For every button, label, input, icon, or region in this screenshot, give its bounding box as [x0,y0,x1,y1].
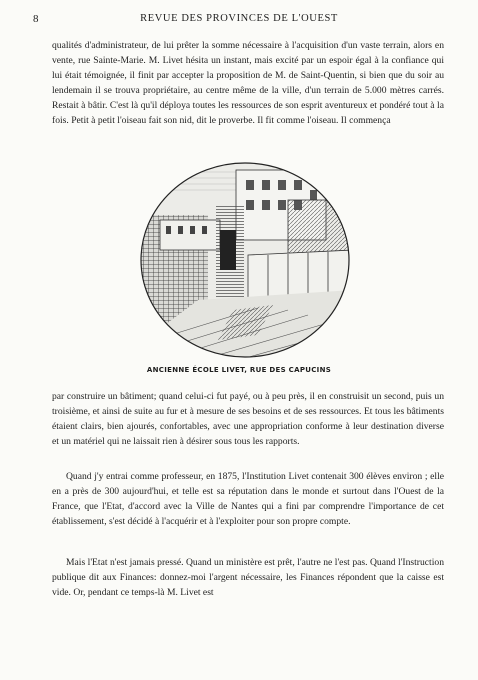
body-paragraph: qualités d'administrateur, de lui prêter la somme nécessaire à l'acquisition d'un vaste terrain, alors en vente, rue Sainte-Marie. M. Livet hésita un instant, mais excité par un espoir égal à la confiance qui lui était témoignée, il finit par accepter la proposition de M. de Saint-Quentin, si bien que du soir au lendemain il se trouva propriétaire, au centre même de la ville, d'un terrain de 5.000 mètres carrés. Restait à bâtir. C'est là qu'il déploya toutes les ressources de son esprit aventureux et pondéré tout à la fois. Petit à petit l'oiseau fait son nid, dit le proverbe. Il fit comme l'oiseau. Il commença [52,40,444,126]
page-number: 8 [33,13,39,25]
body-paragraph: par construire un bâtiment; quand celui-ci fut payé, ou à peu près, il en construisit un second, puis un troisième, et ainsi de suite au fur et à mesure de ses besoins et de ses ressources. Et tous les bâtiments étaient clairs, bien ajourés, confortables, avec une appropriation conforme à leur destination diverse et un matériel qui ne laissait rien à désirer sous tous les rapports. [52,391,444,447]
body-paragraph: Mais l'Etat n'est jamais pressé. Quand un ministère est prêt, l'autre ne l'est pas. Quand l'Instruction publique dit aux Finances: donnez-moi l'argent nécessaire, les Finances répondent que la caisse est vide. Or, pendant ce temps-là M. Livet est [52,557,444,598]
body-paragraph: Quand j'y entrai comme professeur, en 1875, l'Institution Livet contenait 300 élèves environ ; elle en a près de 300 aujourd'hui, et telle est sa réputation dans le monde et surtout dans l'Ouest de la France, que l'Etat, d'accord avec la Ville de Nantes qui a fini par comprendre l'importance de cet établissement, s'est décidé à l'acquérir et à l'exploiter pour son propre compte. [52,471,444,527]
engraving-illustration [138,160,353,360]
running-title: REVUE DES PROVINCES DE L'OUEST [140,13,338,24]
illustration-caption: ANCIENNE ÉCOLE LIVET, RUE DES CAPUCINS [146,366,332,374]
